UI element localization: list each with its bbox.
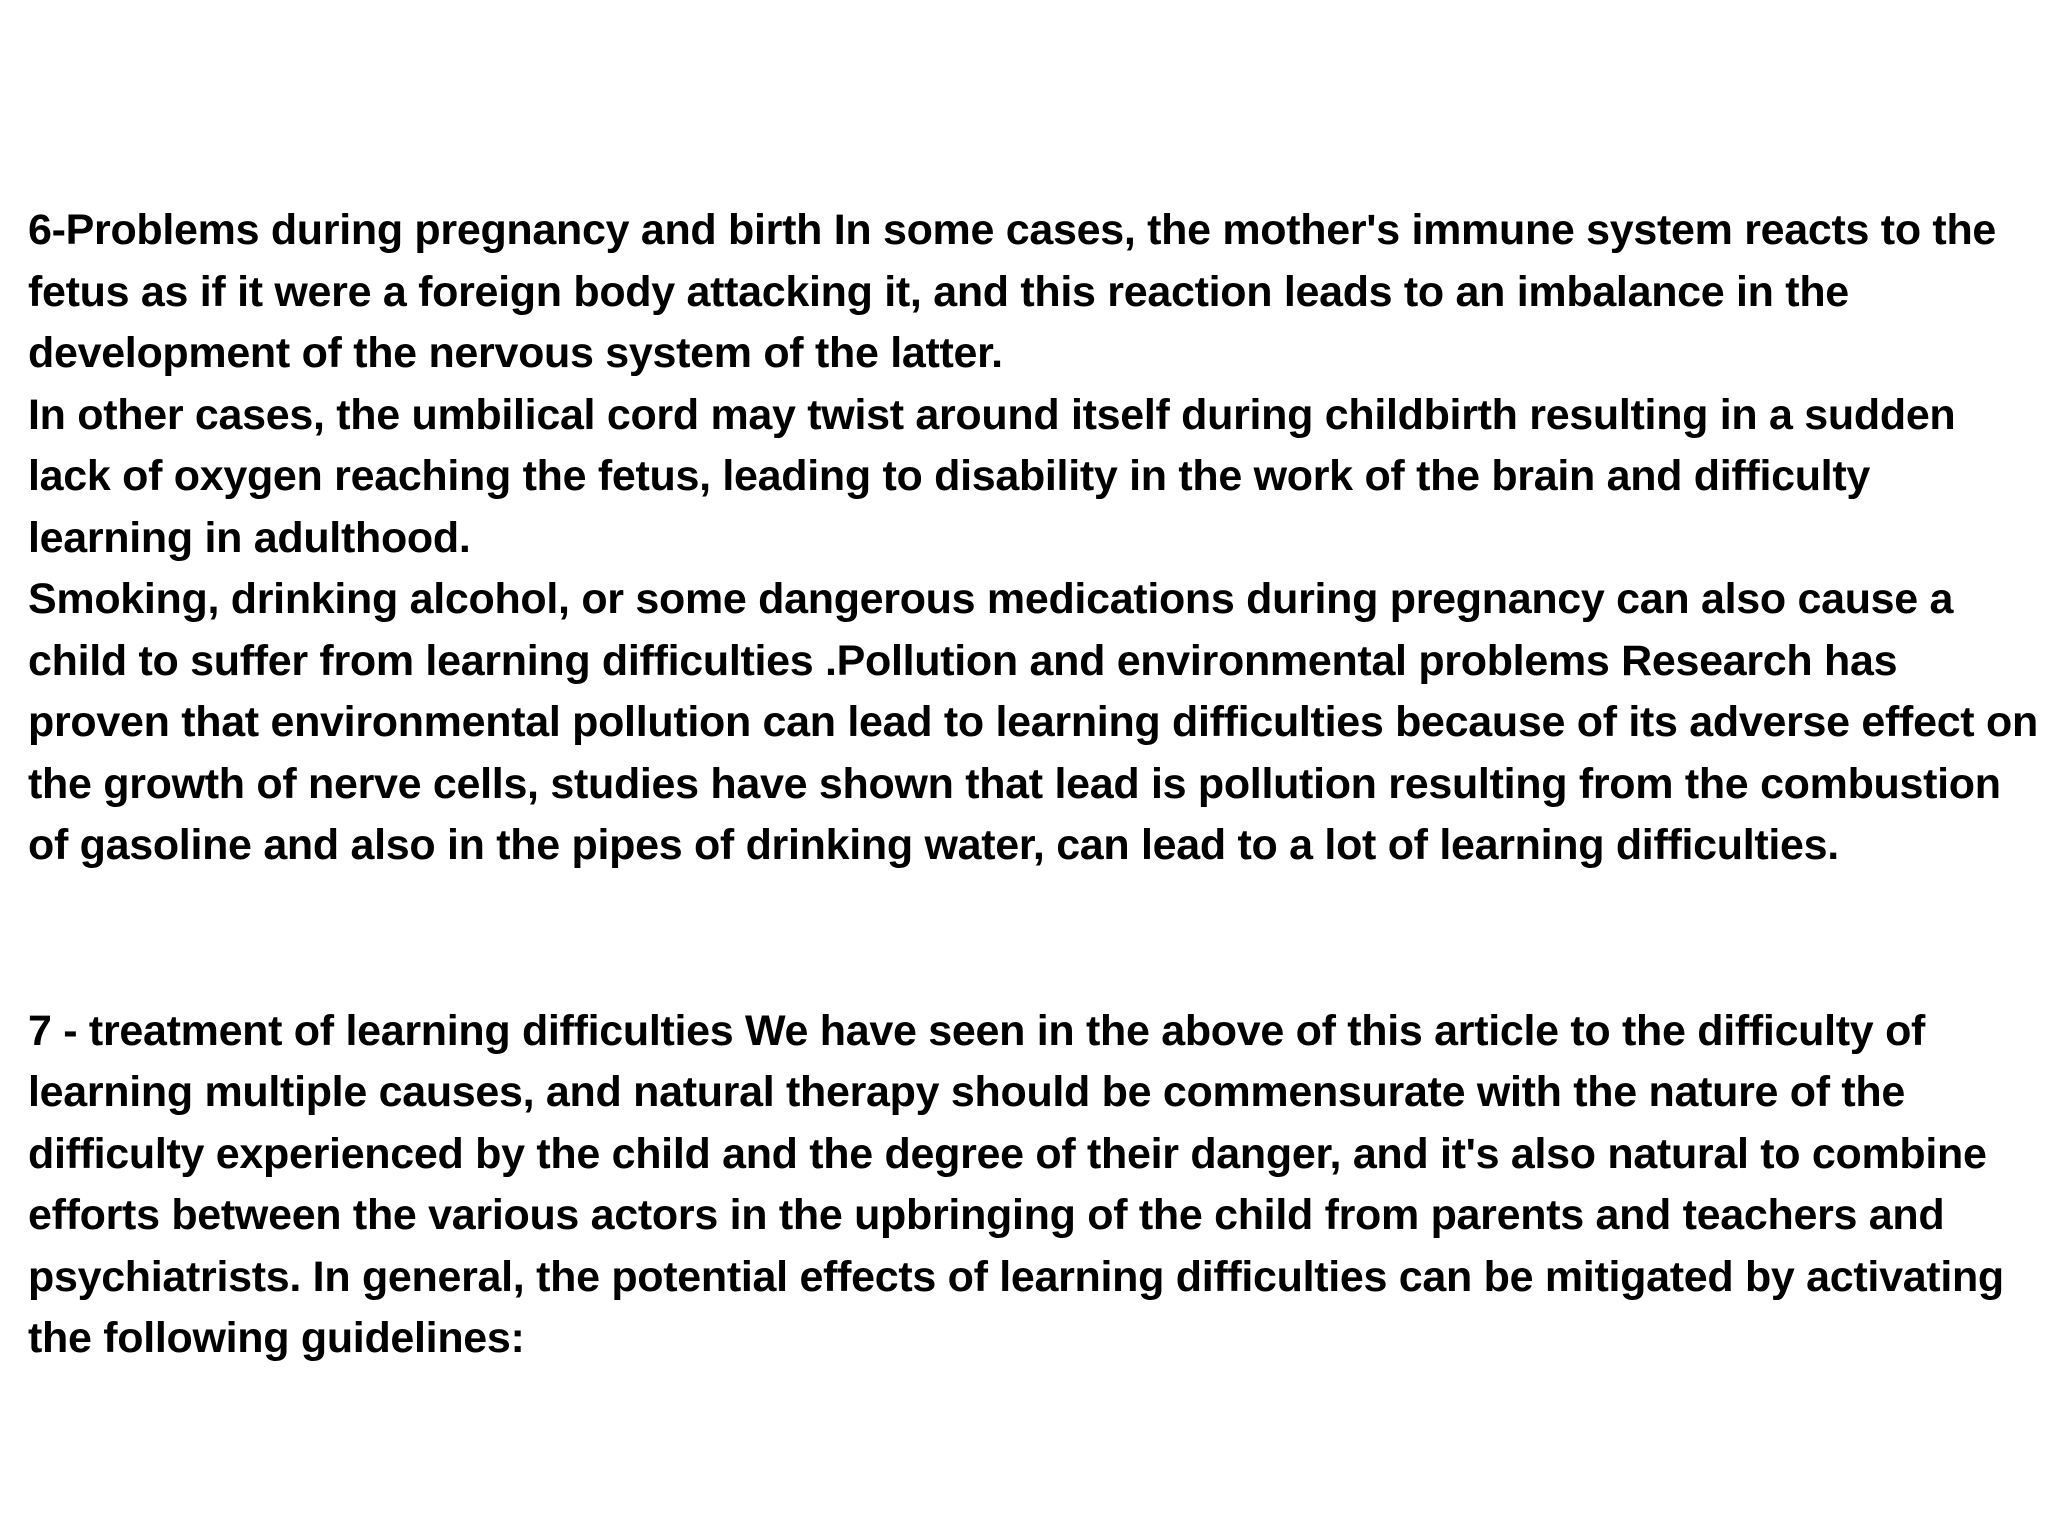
slide-content — [28, 200, 2038, 1370]
paragraph-smoking-pollution: Smoking, drinking alcohol, or some dangerous medications during pregnancy can also cause a child to suffer from learning difficulties .Pollution and environmental problems Research has proven that environmental pollution can lead to learning difficulties because of its adverse effect on the growth of nerve cells, studies have shown that lead is pollution resulting from the combustion of gasoline and also in the pipes of drinking water, can lead to a lot of learning difficulties. — [28, 575, 2038, 869]
section-spacer — [28, 877, 2038, 1001]
section-7-treatment — [28, 1001, 2038, 1370]
paragraph-treatment: 7 - treatment of learning difficulties We have seen in the above of this article to the difficulty of learning multiple causes, and natural therapy should be commensurate with the nature of the difficulty experienced by the child and the degree of their danger, and it's also natural to combine efforts between the various actors in the upbringing of the child from parents and teachers and psychiatrists. In general, the potential effects of learning difficulties can be mitigated by activating the following guidelines: — [28, 1006, 2004, 1362]
paragraph-umbilical-cord: In other cases, the umbilical cord may twist around itself during childbirth resulting in a sudden lack of oxygen reaching the fetus, leading to disability in the work of the brain and difficulty learning in adulthood. — [28, 390, 1956, 562]
paragraph-immune-system: 6-Problems during pregnancy and birth In some cases, the mother's immune system reacts to the fetus as if it were a foreign body attacking it, and this reaction leads to an imbalance in the development of the nervous system of the latter. — [28, 206, 1997, 377]
section-6-problems-pregnancy-birth — [28, 200, 2038, 877]
